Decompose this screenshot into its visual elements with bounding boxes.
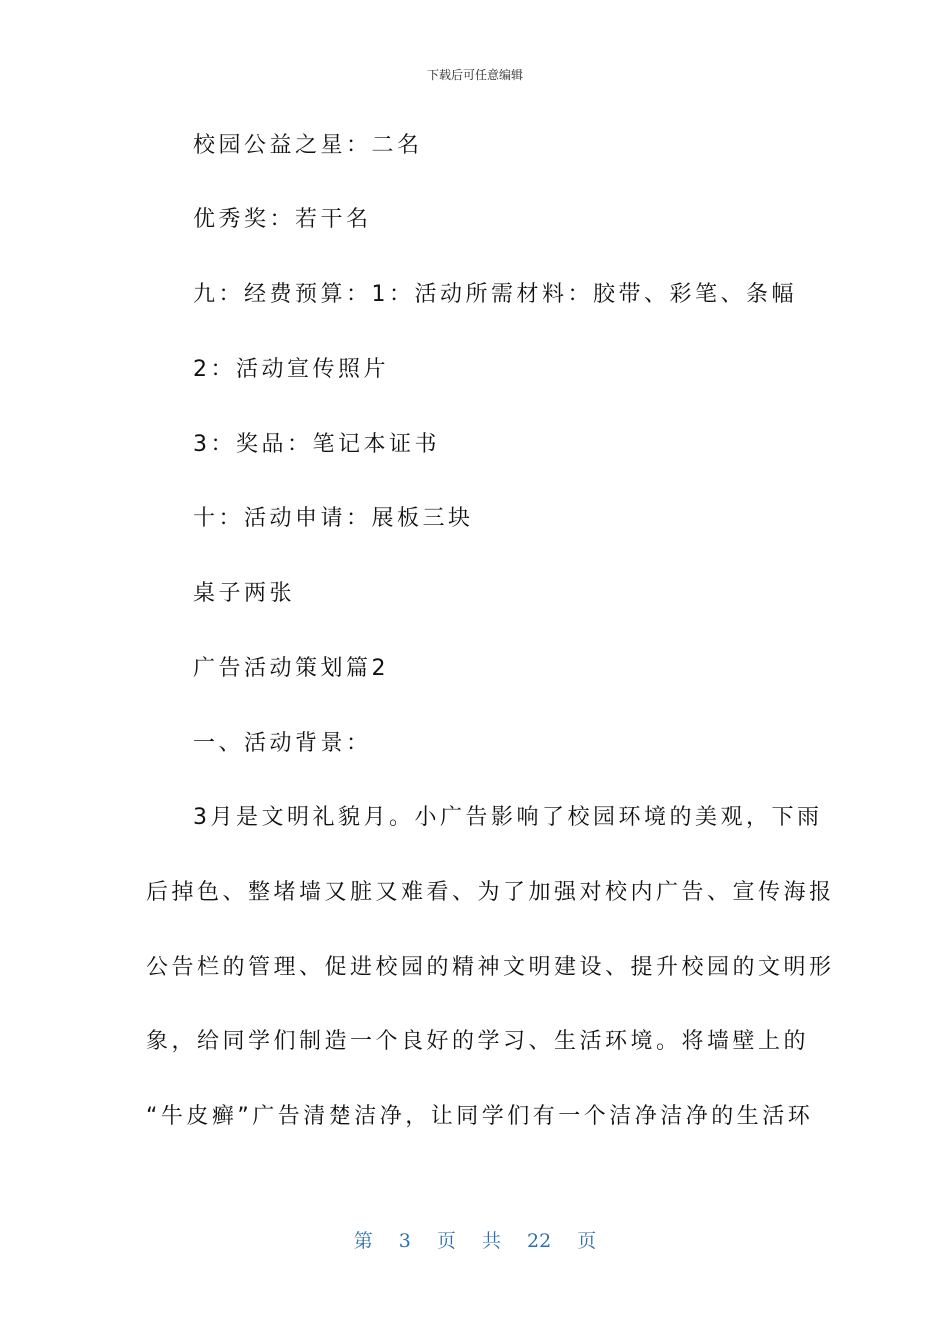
paragraph-line: 后掉色、整堵墙又脏又难看、为了加强对校内广告、宣传海报: [146, 880, 835, 905]
page-footer: [0, 1226, 950, 1253]
text-line: 桌子两张: [193, 581, 296, 606]
text-line: 2：活动宣传照片: [193, 357, 389, 382]
text-line: 校园公益之星：二名: [193, 133, 423, 158]
page-header-note: 下载后可任意编辑: [426, 68, 523, 82]
footer-total-pages: 22: [527, 1230, 552, 1252]
paragraph-line: “牛皮癣”广告清楚洁净，让同学们有一个洁净洁净的生活环: [146, 1104, 814, 1129]
footer-label-ye2: 页: [577, 1230, 597, 1252]
footer-label-ye: 页: [436, 1230, 456, 1252]
paragraph-line: 公告栏的管理、促进校园的精神文明建设、提升校园的文明形: [146, 955, 835, 980]
text-line: 优秀奖：若干名: [193, 207, 372, 232]
text-line: 3：奖品：笔记本证书: [193, 432, 440, 457]
paragraph-line: 3月是文明礼貌月。小广告影响了校园环境的美观，下雨: [193, 805, 823, 830]
footer-label-gong: 共: [481, 1230, 501, 1252]
text-line: 九：经费预算：1：活动所需材料：胶带、彩笔、条幅: [193, 282, 797, 307]
footer-current-page: 3: [398, 1230, 411, 1252]
footer-label-di: 第: [353, 1230, 373, 1252]
text-line: 十：活动申请：展板三块: [193, 506, 474, 531]
paragraph-line: 象，给同学们制造一个良好的学习、生活环境。将墙壁上的: [146, 1029, 810, 1054]
section-heading: 广告活动策划篇2: [193, 656, 389, 681]
subsection-heading: 一、活动背景：: [193, 731, 372, 756]
